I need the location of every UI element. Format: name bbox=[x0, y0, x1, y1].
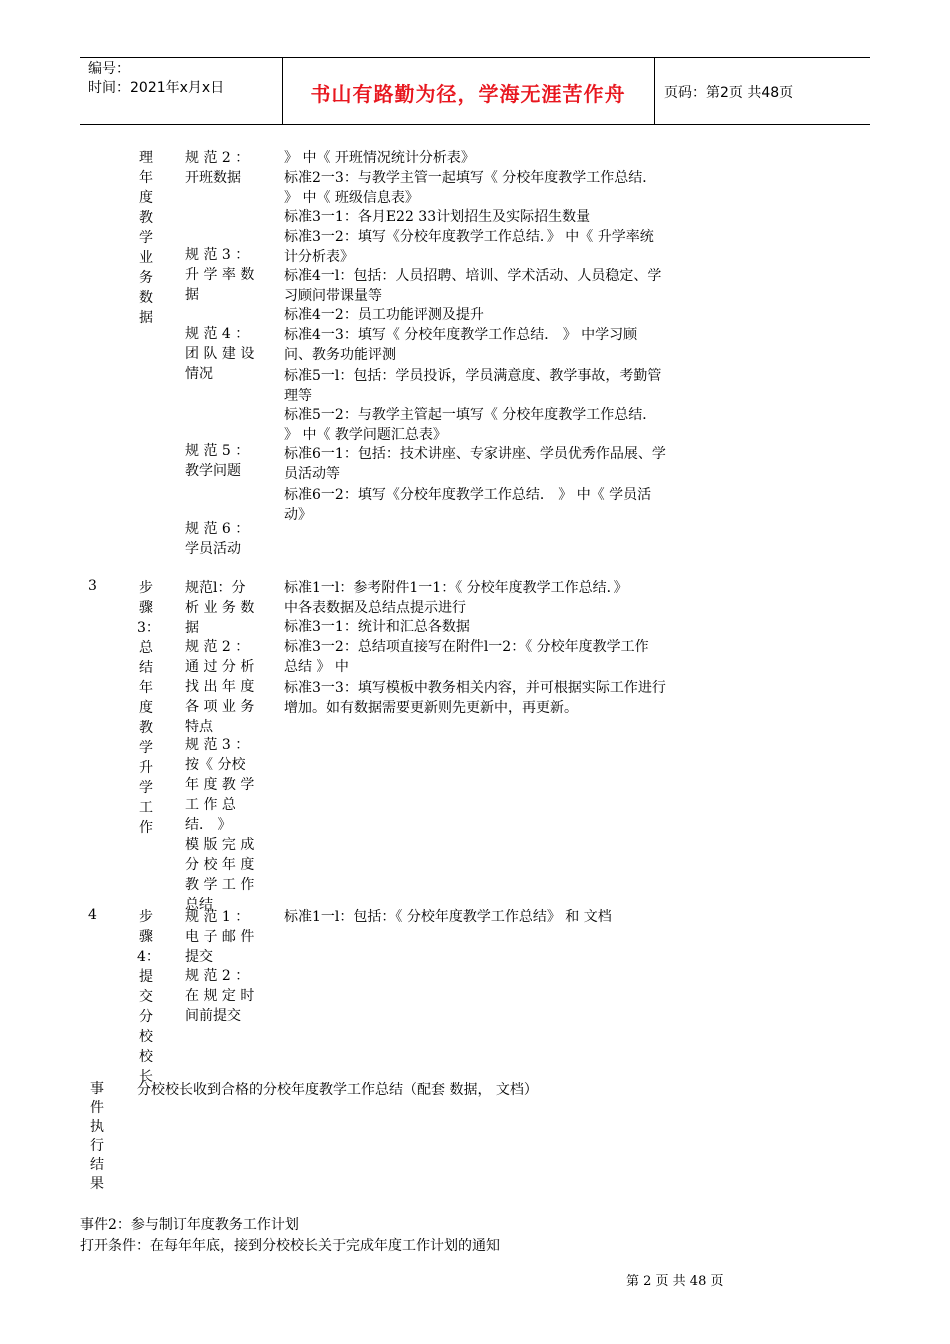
event2-condition: 打开条件：在每年年底，接到分校校长关于完成年度工作计划的通知 bbox=[80, 1238, 500, 1254]
step3-spec-1: 规范l：分 析 业 务 数 据 bbox=[185, 580, 255, 636]
standard-6-2: 标准6一2：填写《分校年度教学工作总结． 》 中《 学员活 动》 bbox=[284, 487, 652, 523]
step3-spec-3: 规 范 3 ： 按《 分校 年 度 教 学 工 作 总 结． 》 模 版 完 成 分 校 年 度 教 学 工 作 总结 bbox=[185, 737, 255, 913]
standard-2-2-tail: 》 中《 开班情况统计分析表》 bbox=[284, 150, 475, 166]
header-divider-right bbox=[654, 57, 655, 125]
standard-4-1: 标准4一l：包括：人员招聘、培训、学术活动、人员稳定、学 习顾问带课量等 bbox=[284, 268, 662, 304]
header-bottom-rule bbox=[80, 124, 870, 125]
step4-spec-1: 规 范 1 ： 电 子 邮 件 提交 bbox=[185, 909, 255, 965]
standard-2-3: 标准2一3：与教学主管一起填写《 分校年度教学工作总结． 》 中《 班级信息表》 bbox=[284, 170, 657, 206]
document-time-label: 时间：2021年x月x日 bbox=[88, 80, 225, 96]
step3-number: 3 bbox=[88, 578, 97, 594]
step4-number: 4 bbox=[88, 907, 97, 923]
standard-4-3: 标准4一3：填写《 分校年度教学工作总结． 》 中学习顾 问、教务功能评测 bbox=[284, 327, 638, 363]
header-page-info: 页码：第2页 共48页 bbox=[664, 85, 794, 101]
standard-3-2: 标准3一2：填写《分校年度教学工作总结．》 中《 升学率统 计分析表》 bbox=[284, 229, 654, 265]
step4-spec-2: 规 范 2 ： 在 规 定 时 间前提交 bbox=[185, 968, 255, 1024]
header-top-rule bbox=[80, 57, 870, 58]
standard-5-1: 标准5一l：包括：学员投诉，学员满意度、教学事故，考勤管 理等 bbox=[284, 368, 662, 404]
step3-spec-2: 规 范 2 ： 通 过 分 析 找 出 年 度 各 项 业 务 特点 bbox=[185, 639, 255, 735]
result-label: 事件执行结果 bbox=[90, 1081, 104, 1192]
spec-3: 规 范 3 ： 升 学 率 数 据 bbox=[185, 247, 255, 303]
footer-page-number: 第 2 页 共 48 页 bbox=[626, 1274, 724, 1289]
spec-5: 规 范 5 ： 教学问题 bbox=[185, 443, 250, 479]
step3-standard-1-1: 标准1一l：参考附件1一1：《 分校年度教学工作总结．》 中各表数据及总结点提示进行 bbox=[284, 580, 628, 616]
spec-4: 规 范 4 ： 团 队 建 设 情况 bbox=[185, 326, 255, 382]
header-motto: 书山有路勤为径，学海无涯苦作舟 bbox=[310, 82, 626, 106]
step4-standard-1-1: 标准1一l：包括：《 分校年度教学工作总结》 和 文档 bbox=[284, 909, 612, 925]
step3-standard-3-1: 标准3一1：统计和汇总各数据 bbox=[284, 619, 470, 635]
standard-3-1: 标准3一1：各月E22 33计划招生及实际招生数量 bbox=[284, 209, 591, 225]
result-text: 分校校长收到合格的分校年度教学工作总结（配套 数据， 文档） bbox=[137, 1082, 538, 1098]
standard-4-2: 标准4一2：员工功能评测及提升 bbox=[284, 307, 484, 323]
spec-6: 规 范 6 ： 学员活动 bbox=[185, 521, 250, 557]
step3-title: 步骤3：总结年度教学升学工作 bbox=[137, 580, 160, 836]
event2-title: 事件2：参与制订年度教务工作计划 bbox=[80, 1217, 299, 1233]
document-number-label: 编号： bbox=[88, 61, 130, 77]
standard-5-2: 标准5一2：与教学主管起一填写《 分校年度教学工作总结． 》 中《 教学问题汇总表》 bbox=[284, 407, 657, 443]
spec-2: 规 范 2 ： 开班数据 bbox=[185, 150, 250, 186]
section1-title: 理年度教学业务数据 bbox=[139, 150, 153, 326]
step3-standard-3-2: 标准3一2：总结项直接写在附件l一2：《 分校年度教学工作 总结 》 中 bbox=[284, 639, 649, 675]
step3-standard-3-3: 标准3一3：填写模板中教务相关内容，并可根据实际工作进行 增加。如有数据需要更新则先更新中，再更新。 bbox=[284, 680, 666, 716]
step4-title: 步骤4：提交分校校长 bbox=[137, 909, 160, 1085]
header-meta bbox=[88, 60, 224, 98]
standard-6-1: 标准6一1：包括：技术讲座、专家讲座、学员优秀作品展、学 员活动等 bbox=[284, 446, 666, 482]
